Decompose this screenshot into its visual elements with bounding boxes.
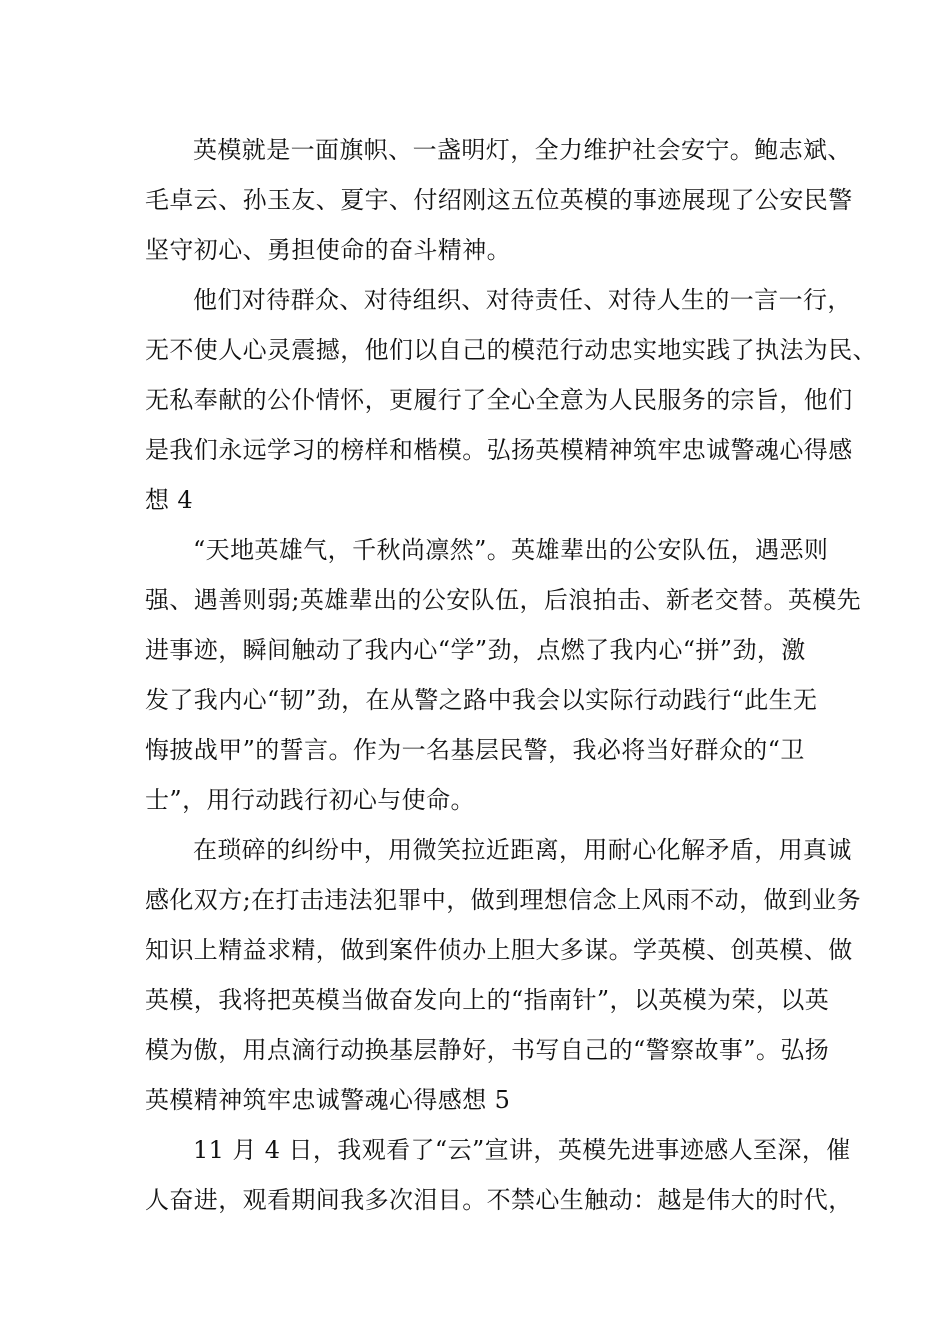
text-line: 士”，用行动践行初心与使命。	[145, 786, 475, 814]
text-line: 悔披战甲”的誓言。作为一名基层民警，我必将当好群众的“卫	[145, 736, 805, 764]
text-line: 英模就是一面旗帜、一盏明灯，全力维护社会安宁。鲍志斌、	[193, 136, 852, 164]
text-line: 英模，我将把英模当做奋发向上的“指南针”，以英模为荣，以英	[145, 986, 830, 1014]
text-line: 英模精神筑牢忠诚警魂心得感想 5	[145, 1086, 511, 1114]
text-line: 知识上精益求精，做到案件侦办上胆大多谋。学英模、创英模、做	[145, 936, 853, 964]
text-line: 进事迹，瞬间触动了我内心“学”劲，点燃了我内心“拼”劲，激	[145, 636, 806, 664]
text-line: 无私奉献的公仆情怀，更履行了全心全意为人民服务的宗旨，他们	[145, 386, 853, 414]
text-line: 模为傲，用点滴行动换基层静好，书写自己的“警察故事”。弘扬	[145, 1036, 830, 1064]
text-line: 人奋进，观看期间我多次泪目。不禁心生触动：越是伟大的时代，	[145, 1186, 853, 1214]
text-line: 发了我内心“韧”劲，在从警之路中我会以实际行动践行“此生无	[145, 686, 818, 714]
text-line: 是我们永远学习的榜样和楷模。弘扬英模精神筑牢忠诚警魂心得感	[145, 436, 853, 464]
text-line: “天地英雄气，千秋尚凛然”。英雄辈出的公安队伍，遇恶则	[193, 536, 829, 564]
text-line: 强、遇善则弱;英雄辈出的公安队伍，后浪拍击、新老交替。英模先	[145, 586, 862, 614]
text-line: 想 4	[145, 486, 194, 514]
text-line: 在琐碎的纠纷中，用微笑拉近距离，用耐心化解矛盾，用真诚	[193, 836, 852, 864]
text-line: 感化双方;在打击违法犯罪中，做到理想信念上风雨不动，做到业务	[145, 886, 862, 914]
text-line: 11 月 4 日，我观看了“云”宣讲，英模先进事迹感人至深，催	[193, 1136, 851, 1164]
text-line: 他们对待群众、对待组织、对待责任、对待人生的一言一行，	[193, 286, 852, 314]
text-line: 坚守初心、勇担使命的奋斗精神。	[145, 236, 511, 264]
text-line: 无不使人心灵震撼，他们以自己的模范行动忠实地实践了执法为民、	[145, 336, 877, 364]
text-line: 毛卓云、孙玉友、夏宇、付绍刚这五位英模的事迹展现了公安民警	[145, 186, 853, 214]
